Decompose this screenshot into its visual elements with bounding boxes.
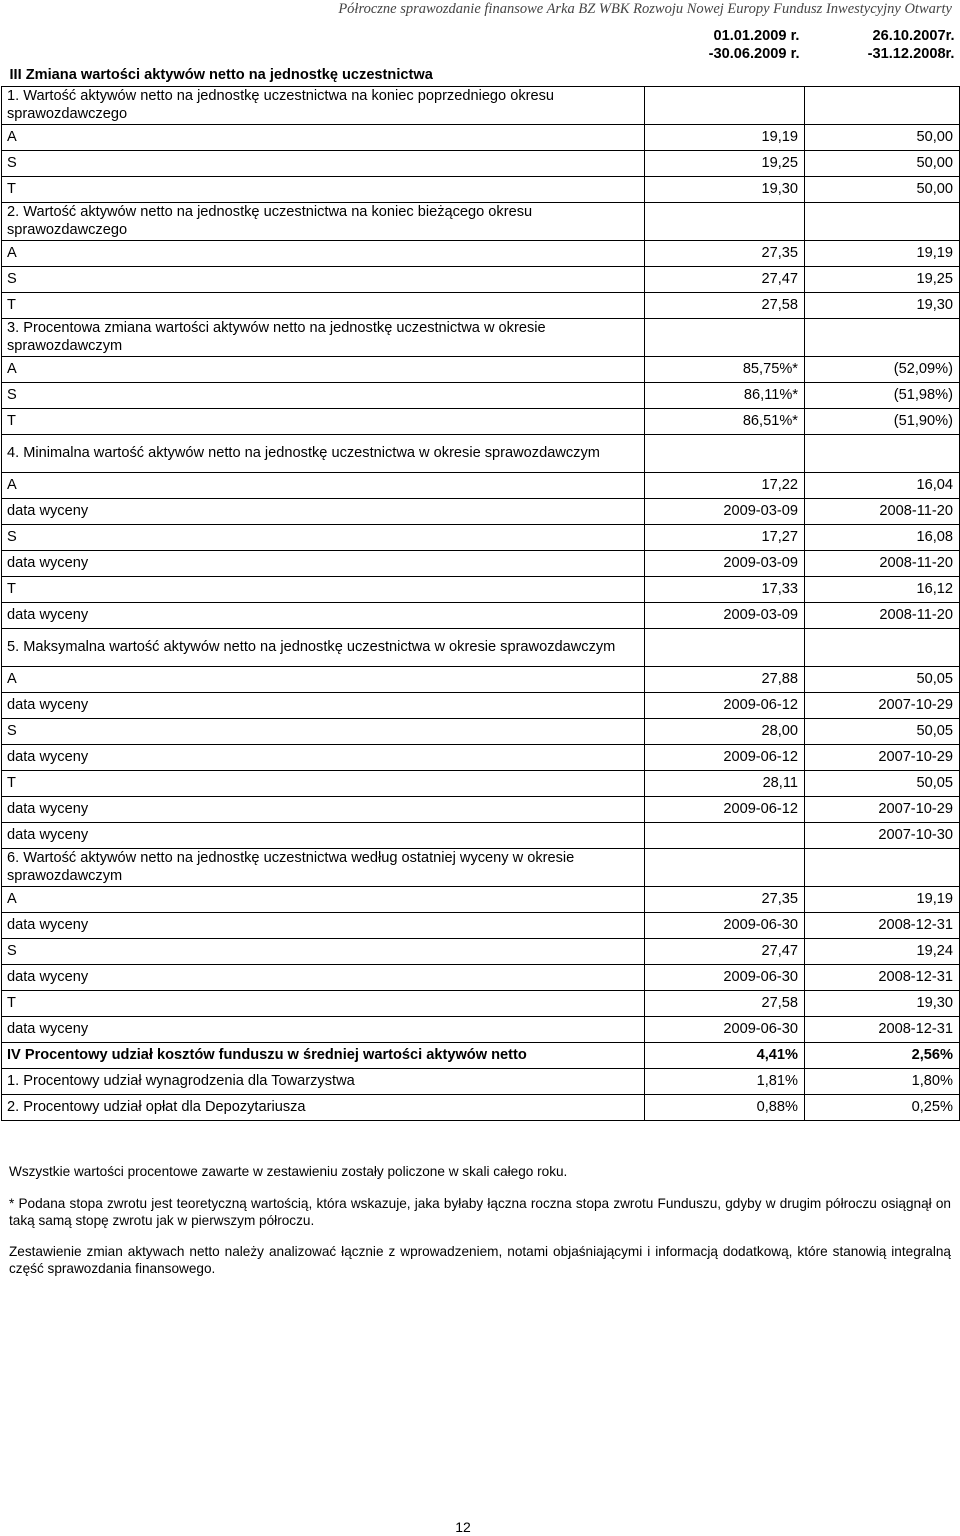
row-value-previous: 19,25 (805, 266, 960, 292)
table-row (2, 718, 960, 744)
row-value-previous: 50,05 (805, 770, 960, 796)
row-value-current: 27,35 (645, 886, 805, 912)
row-value-current: 19,19 (645, 124, 805, 150)
row-value-current: 27,88 (645, 666, 805, 692)
row-label: data wyceny (2, 1016, 645, 1042)
row-value-current (645, 202, 805, 240)
row-label: A (2, 240, 645, 266)
row-value-current: 0,88% (645, 1094, 805, 1120)
table-row (2, 150, 960, 176)
row-value-current: 17,33 (645, 576, 805, 602)
section-title: III Zmiana wartości aktywów netto na jednostkę uczestnictwa (9, 66, 433, 83)
row-value-previous: 2007-10-30 (805, 822, 960, 848)
row-value-current: 19,30 (645, 176, 805, 202)
row-value-current: 27,47 (645, 266, 805, 292)
row-value-previous: 2007-10-29 (805, 796, 960, 822)
row-value-previous: (51,90%) (805, 408, 960, 434)
table-row (2, 498, 960, 524)
row-label: S (2, 150, 645, 176)
row-label: A (2, 472, 645, 498)
row-label: S (2, 382, 645, 408)
row-value-current: 2009-06-30 (645, 912, 805, 938)
row-value-previous: 19,19 (805, 886, 960, 912)
table-row (2, 266, 960, 292)
row-label: 2. Wartość aktywów netto na jednostkę uczestnictwa na koniec bieżącego okresu sprawozdawczego (2, 202, 645, 240)
row-label: T (2, 292, 645, 318)
row-value-previous: 50,05 (805, 718, 960, 744)
note-annual-scale: Wszystkie wartości procentowe zawarte w zestawieniu zostały policzone w skali całego roku. (9, 1164, 568, 1179)
financial-table-body (2, 24, 960, 1120)
row-value-previous (805, 434, 960, 472)
row-value-previous: 19,24 (805, 938, 960, 964)
table-row (2, 912, 960, 938)
row-value-current: 2009-03-09 (645, 498, 805, 524)
row-value-current: 2009-06-12 (645, 796, 805, 822)
row-value-current: 27,58 (645, 990, 805, 1016)
row-value-previous (805, 202, 960, 240)
column-header-current-line1: 01.01.2009 r. (713, 28, 800, 44)
table-row (2, 602, 960, 628)
row-value-previous: 0,25% (805, 1094, 960, 1120)
table-row (2, 86, 960, 124)
table-row (2, 356, 960, 382)
row-value-previous: 2007-10-29 (805, 692, 960, 718)
row-value-previous: 2008-12-31 (805, 964, 960, 990)
table-row (2, 990, 960, 1016)
row-value-previous (805, 86, 960, 124)
row-label: 1. Procentowy udział wynagrodzenia dla Towarzystwa (2, 1068, 645, 1094)
table-row (2, 292, 960, 318)
table-row (2, 408, 960, 434)
table-row (2, 176, 960, 202)
column-header-row (2, 24, 960, 64)
row-value-previous: 16,08 (805, 524, 960, 550)
row-label: A (2, 356, 645, 382)
row-value-current (645, 434, 805, 472)
row-value-previous: (52,09%) (805, 356, 960, 382)
table-row (2, 472, 960, 498)
table-row (2, 666, 960, 692)
row-label: S (2, 938, 645, 964)
row-label: A (2, 886, 645, 912)
row-value-previous: 2008-12-31 (805, 1016, 960, 1042)
row-value-current: 27,35 (645, 240, 805, 266)
row-value-current: 1,81% (645, 1068, 805, 1094)
row-value-current (645, 86, 805, 124)
table-row (2, 770, 960, 796)
column-header-previous-line2: -31.12.2008r. (867, 46, 955, 62)
financial-table (1, 24, 960, 1121)
row-value-previous: 16,12 (805, 576, 960, 602)
table-row (2, 1094, 960, 1120)
row-label: 4. Minimalna wartość aktywów netto na jednostkę uczestnictwa w okresie sprawozdawczym (2, 434, 645, 472)
row-value-previous: 19,19 (805, 240, 960, 266)
row-label: data wyceny (2, 550, 645, 576)
row-label: T (2, 176, 645, 202)
table-row (2, 1068, 960, 1094)
row-label: 6. Wartość aktywów netto na jednostkę uczestnictwa według ostatniej wyceny w okresie sprawozdawczym (2, 848, 645, 886)
row-value-previous: 2007-10-29 (805, 744, 960, 770)
row-value-current (645, 848, 805, 886)
header-blank-cell (2, 24, 645, 64)
row-value-previous (805, 628, 960, 666)
table-row (2, 938, 960, 964)
row-value-current: 4,41% (645, 1042, 805, 1068)
row-label: data wyceny (2, 796, 645, 822)
section-title-row (2, 64, 960, 86)
column-header-current (645, 24, 805, 64)
row-label: 2. Procentowy udział opłat dla Depozytariusza (2, 1094, 645, 1120)
row-value-previous: 2008-11-20 (805, 498, 960, 524)
page-number: 12 (455, 1519, 471, 1535)
row-value-current: 27,47 (645, 938, 805, 964)
row-label: T (2, 576, 645, 602)
table-row (2, 240, 960, 266)
row-value-previous: 50,00 (805, 124, 960, 150)
table-row (2, 692, 960, 718)
table-row (2, 886, 960, 912)
row-value-current: 19,25 (645, 150, 805, 176)
row-label: T (2, 408, 645, 434)
row-label: IV Procentowy udział kosztów funduszu w średniej wartości aktywów netto (2, 1042, 645, 1068)
table-row (2, 382, 960, 408)
row-label: data wyceny (2, 498, 645, 524)
table-row (2, 550, 960, 576)
row-value-previous: 2008-12-31 (805, 912, 960, 938)
note-theoretical-return: * Podana stopa zwrotu jest teoretyczną wartością, która wskazuje, jaka byłaby łączna roczna stopa zwrotu Funduszu, gdyby w drugim półroczu osiągnął on taką samą stopę zwrotu jak w pierwszym półroczu. (9, 1196, 951, 1228)
row-value-current: 17,27 (645, 524, 805, 550)
column-header-previous (805, 24, 960, 64)
row-label: 3. Procentowa zmiana wartości aktywów netto na jednostkę uczestnictwa w okresie sprawozdawczym (2, 318, 645, 356)
table-row (2, 202, 960, 240)
row-label: data wyceny (2, 822, 645, 848)
row-value-current: 2009-06-12 (645, 744, 805, 770)
row-value-current (645, 822, 805, 848)
row-value-previous: 50,00 (805, 176, 960, 202)
row-value-current: 28,11 (645, 770, 805, 796)
row-label: S (2, 718, 645, 744)
row-label: data wyceny (2, 964, 645, 990)
row-value-previous (805, 848, 960, 886)
row-label: T (2, 770, 645, 796)
table-row (2, 822, 960, 848)
row-label: A (2, 124, 645, 150)
row-label: data wyceny (2, 744, 645, 770)
note-analysis: Zestawienie zmian aktywach netto należy analizować łącznie z wprowadzeniem, notami objaśniającymi i informacją dodatkową, które stanowią integralną część sprawozdania finansowego. (9, 1244, 951, 1276)
row-label: data wyceny (2, 692, 645, 718)
row-value-current: 2009-06-30 (645, 1016, 805, 1042)
row-value-previous: 50,05 (805, 666, 960, 692)
table-row (2, 524, 960, 550)
row-value-current: 27,58 (645, 292, 805, 318)
row-label: A (2, 666, 645, 692)
row-value-current: 2009-03-09 (645, 550, 805, 576)
row-value-current: 2009-06-30 (645, 964, 805, 990)
row-value-current: 86,11%* (645, 382, 805, 408)
row-value-previous (805, 318, 960, 356)
table-row (2, 1042, 960, 1068)
row-value-previous: 19,30 (805, 990, 960, 1016)
row-value-current: 2009-06-12 (645, 692, 805, 718)
row-value-previous: 1,80% (805, 1068, 960, 1094)
column-header-current-line2: -30.06.2009 r. (708, 46, 800, 62)
document-header: Półroczne sprawozdanie finansowe Arka BZ WBK Rozwoju Nowej Europy Fundusz Inwestycyjny Otwarty (338, 1, 952, 17)
row-label: T (2, 990, 645, 1016)
table-row (2, 318, 960, 356)
row-label: data wyceny (2, 912, 645, 938)
row-value-previous: 2,56% (805, 1042, 960, 1068)
table-row (2, 796, 960, 822)
row-value-current: 2009-03-09 (645, 602, 805, 628)
row-label: 5. Maksymalna wartość aktywów netto na jednostkę uczestnictwa w okresie sprawozdawczym (2, 628, 645, 666)
row-value-current: 86,51%* (645, 408, 805, 434)
row-value-current: 17,22 (645, 472, 805, 498)
row-value-current (645, 628, 805, 666)
table-row (2, 576, 960, 602)
row-value-previous: 19,30 (805, 292, 960, 318)
row-value-previous: 16,04 (805, 472, 960, 498)
row-label: 1. Wartość aktywów netto na jednostkę uczestnictwa na koniec poprzedniego okresu sprawozdawczego (2, 86, 645, 124)
row-value-previous: (51,98%) (805, 382, 960, 408)
row-label: S (2, 266, 645, 292)
table-row (2, 628, 960, 666)
table-row (2, 848, 960, 886)
row-label: S (2, 524, 645, 550)
row-value-previous: 50,00 (805, 150, 960, 176)
row-value-previous: 2008-11-20 (805, 550, 960, 576)
table-row (2, 124, 960, 150)
table-row (2, 964, 960, 990)
row-value-current (645, 318, 805, 356)
table-row (2, 434, 960, 472)
table-row (2, 744, 960, 770)
column-header-previous-line1: 26.10.2007r. (872, 28, 955, 44)
row-label: data wyceny (2, 602, 645, 628)
row-value-current: 28,00 (645, 718, 805, 744)
row-value-current: 85,75%* (645, 356, 805, 382)
table-row (2, 1016, 960, 1042)
row-value-previous: 2008-11-20 (805, 602, 960, 628)
